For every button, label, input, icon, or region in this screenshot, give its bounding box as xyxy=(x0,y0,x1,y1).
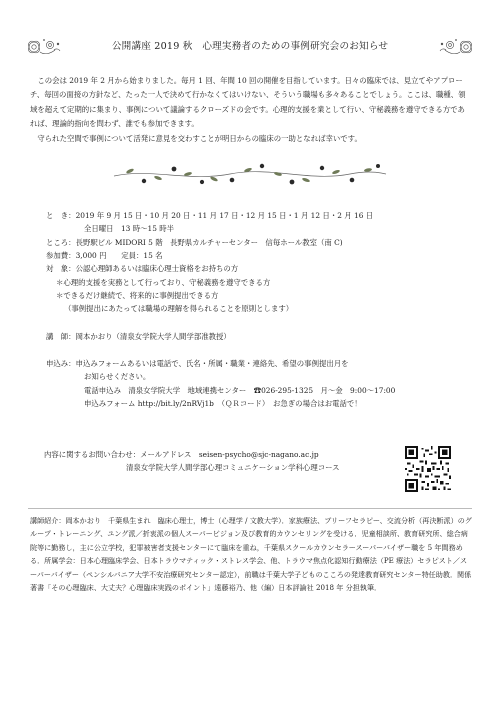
lecturer-label: 講 師： xyxy=(46,331,76,341)
divider xyxy=(28,508,472,509)
apply-value: 申込みフォームあるいは電話で、氏名・所属・職業・連絡先、希望の事例提出月を xyxy=(75,358,349,368)
contact-section xyxy=(44,448,404,475)
place-row xyxy=(46,236,466,249)
fee-label: 参加費： xyxy=(46,250,76,260)
lecturer-bio: 講師紹介：岡本かおり 千葉県生まれ 臨床心理士，博士（心理学 / 文教大学）．家族療法、ブリーフセラピー、交流分析（再決断派）のグループ・トレーニング、ユング派／折衷派の個人スーパービジョン及び教育的カウンセリングを受ける．児童相談所、教育研究所、総合病院等に勤務し，主に公立学校，犯罪被害者支援センターにて臨床を重ね，千葉県スクールカウンセラースーパーバイザー職を 5 年間務める．所属学会：日本心理臨床学会、日本トラウマティック・ストレス学会、他、トラウマ焦点化認知行動療法（PE 療法）セラピスト／スーパーバイザー（ペンシルバニア大学不安治療研究センター認定），前職は千葉大学子どものこころの発達教育研究センター特任助教．関係著書「その心理臨床、大丈夫？心理臨床実践のポイント」遠藤裕乃、他（編）日本評論社 2018 年 分担執筆． xyxy=(30,516,472,593)
condition-note: （事例提出にあたっては職場の理解を得られることを原則とします） xyxy=(64,304,294,314)
target-row xyxy=(46,262,466,275)
flower-ornament-icon xyxy=(24,36,64,58)
intro-paragraph: 守られた空間で事例について活発に意見を交わすことが明日からの臨床の一助となれば幸いです。 xyxy=(37,133,362,143)
vine-ornament-icon xyxy=(110,160,390,188)
intro-section xyxy=(30,74,470,146)
dates-row xyxy=(46,209,466,222)
contact-org: 清泉女学院大学人間学部心理コミュニケーション学科心理コース xyxy=(126,463,340,473)
qr-code-icon[interactable] xyxy=(405,446,451,492)
target-label: 対 象： xyxy=(46,264,76,274)
form-link[interactable]: 申込みフォーム http://bit.ly/2nRVj1b （ＱＲコード） お急ぎの場合はお電話で！ xyxy=(84,398,362,408)
condition-item: ＊できるだけ継続で、将来的に事例提出できる方 xyxy=(56,290,219,300)
apply-value-cont: お知らせください。 xyxy=(84,372,151,382)
phone-info[interactable]: 電話申込み 清泉女学院大学 地域連携センター ☎026-295-1325 月～金 9:00～17:00 xyxy=(84,385,396,395)
condition-item: ＊心理的支援を実務として行っており、守秘義務を遵守できる方 xyxy=(56,277,271,287)
flower-ornament-icon xyxy=(436,36,476,58)
apply-row xyxy=(46,357,466,370)
contact-email[interactable]: 内容に関するお問い合わせ：メールアドレス seisen-psycho@sjc-nagano.ac.jp xyxy=(44,450,319,459)
event-details xyxy=(46,209,466,410)
page-title: 公開講座 2019 秋 心理実務者のための事例研究会のお知らせ xyxy=(111,40,389,52)
fee-row xyxy=(46,249,466,262)
lecturer-value: 岡本かおり（清泉女学院大学人間学部准教授） xyxy=(75,331,231,341)
place-value: 長野駅ビル MIDORI 5 階 長野県カルチャーセンター 信毎ホール教室（南 C) xyxy=(75,237,343,247)
time-value: 全日曜日 13 時～15 時半 xyxy=(84,224,175,234)
apply-label: 申込み： xyxy=(46,358,76,368)
dates-label: と き： xyxy=(46,211,76,220)
header xyxy=(30,36,470,58)
lecturer-row xyxy=(46,330,466,343)
intro-paragraph: この会は 2019 年 2 月から始まりました。毎月 1 回、年間 10 回の開催を目指しています。日々の臨床では、見立てやアプローチ、毎回の面接の方針など、たった一人で決めて行かなくてはいけない、そういう職場も多々あることでしょう。ここは、職種、領域を超えて定期的に集まり、事例について議論するクローズドの会です。心理的支援を業として行い、守秘義務を遵守できる方であれば、理論的指向を問わず、誰でも参加できます。 xyxy=(30,76,466,129)
target-value: 公認心理師あるいは臨床心理士資格をお持ちの方 xyxy=(75,264,239,274)
place-label: ところ： xyxy=(46,237,76,247)
fee-value: 3,000 円 定員：15 名 xyxy=(75,250,163,260)
dates-value: 2019 年 9 月 15 日・10 月 20 日・11 月 17 日・12 月 15 日・1 月 12 日・2 月 16 日 xyxy=(75,211,374,220)
